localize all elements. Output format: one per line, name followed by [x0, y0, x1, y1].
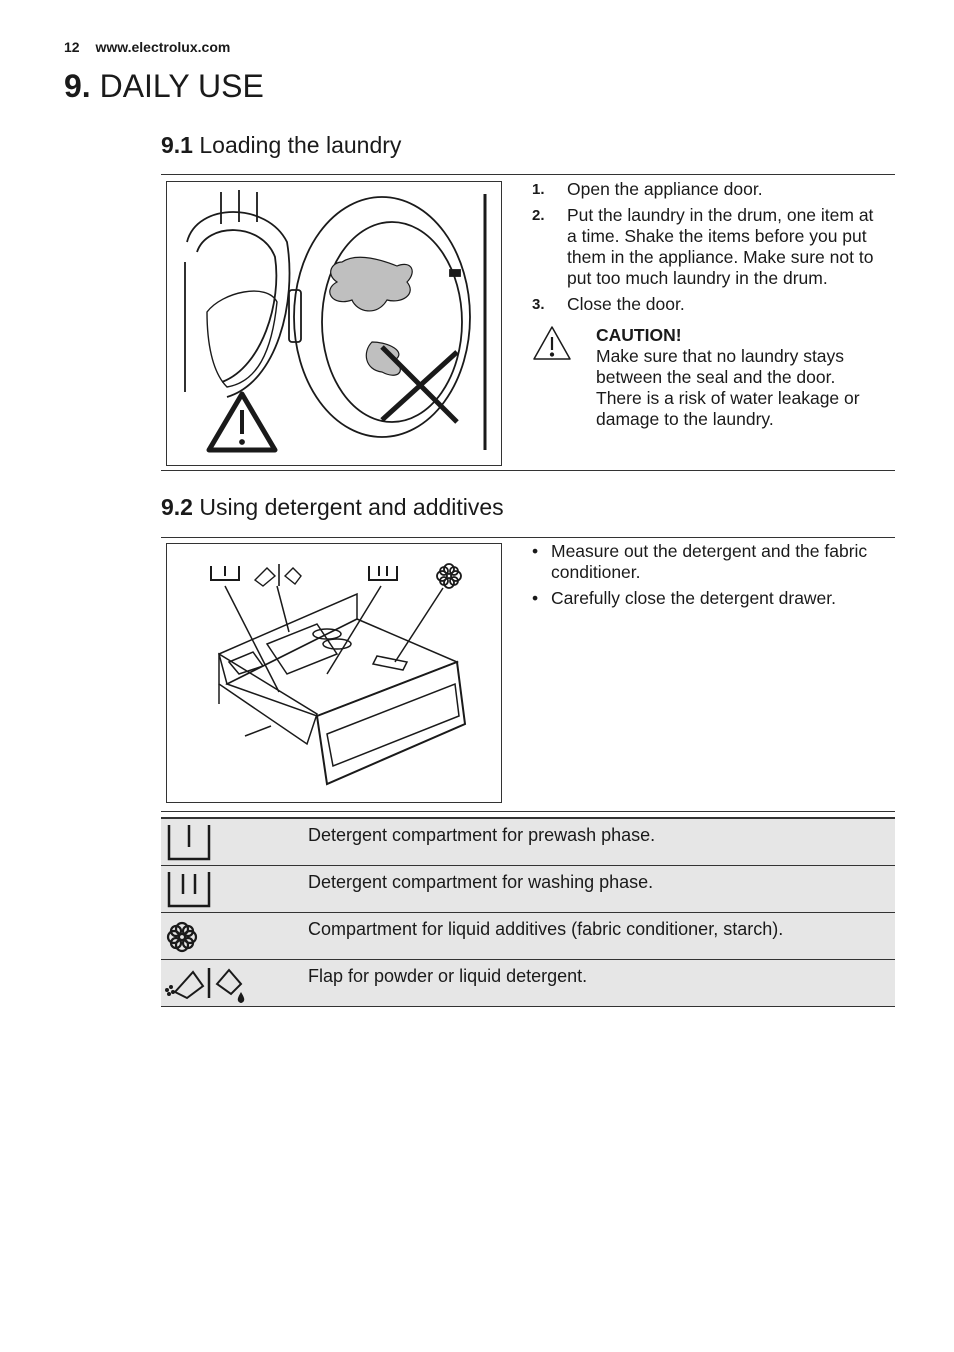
list-item: [532, 294, 884, 315]
table-cell: Flap for powder or liquid detergent.: [308, 966, 588, 986]
table-cell: Detergent compartment for prewash phase.: [308, 825, 656, 845]
list-item: [532, 179, 884, 200]
section-name: Loading the laundry: [199, 132, 402, 158]
bullet-text: Measure out the detergent and the fabric conditioner.: [551, 541, 868, 582]
table-cell: Compartment for liquid additives (fabric conditioner, starch).: [308, 919, 784, 939]
caution-text: Make sure that no laundry stays between the seal and the door. There is a risk of water leakage or damage to the laundry.: [596, 346, 860, 429]
page-header: [64, 39, 230, 55]
powder-liquid-flap-icon: [161, 960, 308, 1006]
divider: [161, 537, 895, 538]
step-text: Open the appliance door.: [567, 179, 763, 199]
table-row: [161, 819, 895, 866]
step-number: 3.: [532, 296, 545, 313]
page-number: 12: [64, 39, 80, 55]
detergent-drawer-icon: [167, 544, 501, 802]
divider: [161, 470, 895, 471]
table-row: [161, 913, 895, 960]
step-number: 2.: [532, 207, 545, 224]
list-item: [532, 541, 884, 583]
flower-icon: [161, 913, 308, 959]
symbols-table: [161, 817, 895, 1007]
washing-machine-door-icon: [167, 182, 501, 465]
chapter-name: DAILY USE: [99, 68, 264, 104]
chapter-number: 9.: [64, 68, 91, 104]
list-item: [532, 588, 884, 609]
chapter-title: [64, 68, 264, 105]
section-number: 9.1: [161, 132, 193, 158]
table-row: [161, 866, 895, 913]
bullet-text: Carefully close the detergent drawer.: [551, 588, 837, 608]
step-text: Put the laundry in the drum, one item at a time. Shake the items before you put them in the appliance. Make sure not to put too much laundry in the drum.: [567, 205, 874, 288]
section-title-loading: [161, 132, 401, 159]
section-name: Using detergent and additives: [199, 494, 504, 520]
loading-illustration: [166, 181, 502, 466]
bullet-dot: •: [532, 588, 539, 608]
bullet-dot: •: [532, 541, 539, 561]
detergent-bullets: [532, 541, 884, 614]
washing-compartment-icon: [161, 866, 308, 912]
step-number: 1.: [532, 181, 545, 198]
warning-icon: [532, 325, 596, 430]
step-text: Close the door.: [567, 294, 685, 314]
divider: [161, 174, 895, 175]
loading-steps: [532, 179, 884, 430]
prewash-compartment-icon: [161, 819, 308, 865]
website-link[interactable]: www.electrolux.com: [95, 39, 231, 55]
table-cell: Detergent compartment for washing phase.: [308, 872, 654, 892]
section-title-detergent: [161, 494, 504, 521]
table-row: [161, 960, 895, 1007]
detergent-drawer-illustration: [166, 543, 502, 803]
list-item: [532, 205, 884, 289]
caution-box: [532, 325, 884, 430]
divider: [161, 811, 895, 812]
section-number: 9.2: [161, 494, 193, 520]
caution-title: CAUTION!: [596, 325, 682, 345]
